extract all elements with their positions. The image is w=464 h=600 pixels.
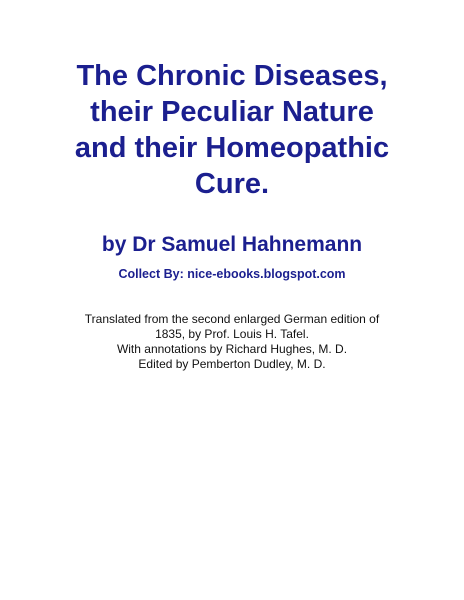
- title-line: Cure.: [194, 168, 270, 200]
- author-line: by Dr Samuel Hahnemann: [101, 233, 363, 256]
- title-line: their Peculiar Nature: [90, 96, 374, 128]
- notes-line: Translated from the second enlarged German edition of: [84, 312, 380, 326]
- notes-line: With annotations by Richard Hughes, M. D.: [116, 342, 348, 356]
- book-title: [40, 58, 424, 202]
- notes-line: Edited by Pemberton Dudley, M. D.: [138, 357, 326, 371]
- title-line: The Chronic Diseases,: [76, 60, 388, 92]
- translation-notes: [40, 312, 424, 372]
- collect-by-line: Collect By: nice-ebooks.blogspot.com: [118, 267, 346, 281]
- notes-line: 1835, by Prof. Louis H. Tafel.: [155, 327, 309, 341]
- title-line: and their Homeopathic: [74, 132, 390, 164]
